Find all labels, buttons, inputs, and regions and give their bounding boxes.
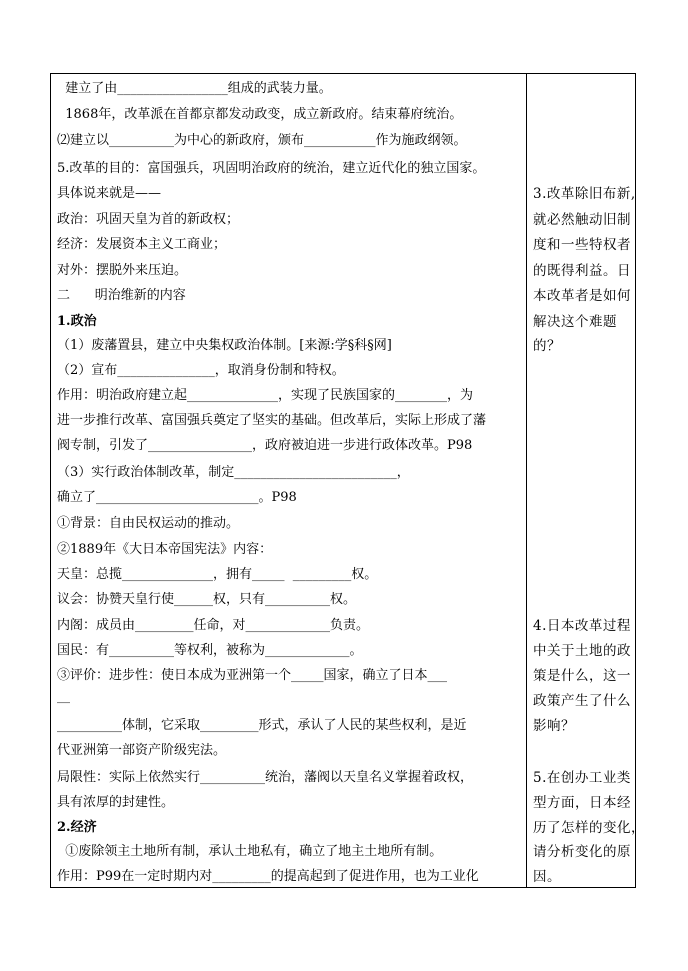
question-line: 的既得利益。日 bbox=[533, 263, 631, 279]
text-line: （3）实行政治体制改革，制定_________________________， bbox=[57, 465, 410, 480]
text-line: __ bbox=[57, 689, 70, 704]
question-line: 请分析变化的原 bbox=[533, 844, 631, 860]
text-line: 建立了由_________________组成的武装力量。 bbox=[57, 81, 332, 96]
text-line: 具有浓厚的封建性。 bbox=[57, 795, 175, 810]
section-heading: 二 明治维新的内容 bbox=[57, 288, 186, 303]
document-table bbox=[50, 73, 645, 888]
text-line: ①废除领主土地所有制，承认土地私有，确立了地主土地所有制。 bbox=[57, 844, 443, 859]
text-line: 确立了_________________________。P98 bbox=[57, 490, 297, 505]
question-line: 本改革者是如何 bbox=[533, 288, 631, 304]
text-line: 对外：摆脱外来压迫。 bbox=[57, 263, 188, 278]
question-line: 就必然触动旧制 bbox=[533, 212, 631, 228]
text-line: （1）废藩置县，建立中央集权政治体制。[来源:学§科§网] bbox=[57, 338, 392, 353]
text-line: ⑵建立以__________为中心的新政府，颁布___________作为施政纲领。 bbox=[57, 133, 467, 148]
text-line: （2）宣布_______________，取消身份制和特权。 bbox=[57, 363, 345, 378]
question-line: 解决这个难题 bbox=[533, 314, 617, 330]
subsection-heading: 2.经济 bbox=[57, 820, 97, 835]
text-line: __________体制，它采取_________形式，承认了人民的某些权利，是近 bbox=[57, 718, 467, 733]
text-line: ①背景：自由民权运动的推动。 bbox=[57, 516, 240, 531]
question-line: 策是什么，这一 bbox=[533, 668, 631, 684]
text-line: 作用：明治政府建立起______________，实现了民族国家的________，为 bbox=[57, 388, 474, 403]
text-line: 进一步推行改革、富国强兵奠定了坚实的基础。但改革后，实际上形成了藩 bbox=[57, 413, 487, 428]
question-line: 历了怎样的变化， bbox=[533, 820, 645, 836]
text-line: 国民：有__________等权利，被称为_____________。 bbox=[57, 643, 363, 658]
text-line: ②1889年《大日本帝国宪法》内容： bbox=[57, 542, 273, 557]
text-line: 代亚洲第一部资产阶级宪法。 bbox=[57, 743, 227, 758]
question-line: 度和一些特权者 bbox=[533, 237, 631, 253]
text-line: 内阁：成员由_________任命，对_____________负责。 bbox=[57, 618, 370, 633]
text-line: 作用：P99在一定时期内对_________的提高起到了促进作用，也为工业化 bbox=[57, 869, 479, 884]
text-line: 政治：巩固天皇为首的新政权； bbox=[57, 212, 240, 227]
question-line: 政策产生了什么 bbox=[533, 693, 631, 709]
question-line: 中关于土地的政 bbox=[533, 643, 631, 659]
subsection-heading: 1.政治 bbox=[57, 314, 97, 329]
question-line: 4.日本改革过程 bbox=[533, 618, 631, 634]
question-line: 影响？ bbox=[533, 718, 575, 734]
question-line: 5.在创办工业类 bbox=[533, 770, 631, 786]
text-line: 5.改革的目的：富国强兵，巩固明治政府的统治，建立近代化的独立国家。 bbox=[57, 161, 486, 176]
text-line: 议会：协赞天皇行使______权，只有__________权。 bbox=[57, 592, 357, 607]
text-line: 天皇：总揽______________，拥有_____ _________权。 bbox=[57, 567, 378, 582]
question-line: 因。 bbox=[533, 869, 561, 885]
question-line: 3.改革除旧布新, bbox=[533, 186, 636, 202]
text-line: ③评价：进步性：使日本成为亚洲第一个_____国家，确立了日本___ bbox=[57, 668, 448, 683]
column-divider bbox=[526, 74, 527, 887]
text-line: 阀专制，引发了________________，政府被迫进一步进行政体改革。P98 bbox=[57, 438, 473, 453]
text-line: 局限性：实际上依然实行__________统治，藩阀以天皇名义掌握着政权， bbox=[57, 770, 474, 785]
text-line: 具体说来就是—— bbox=[57, 186, 162, 201]
text-line: 经济：发展资本主义工商业； bbox=[57, 237, 227, 252]
question-line: 的？ bbox=[533, 338, 561, 354]
text-line: 1868年，改革派在首都京都发动政变，成立新政府。结束幕府统治。 bbox=[57, 107, 463, 122]
question-line: 型方面，日本经 bbox=[533, 795, 631, 811]
